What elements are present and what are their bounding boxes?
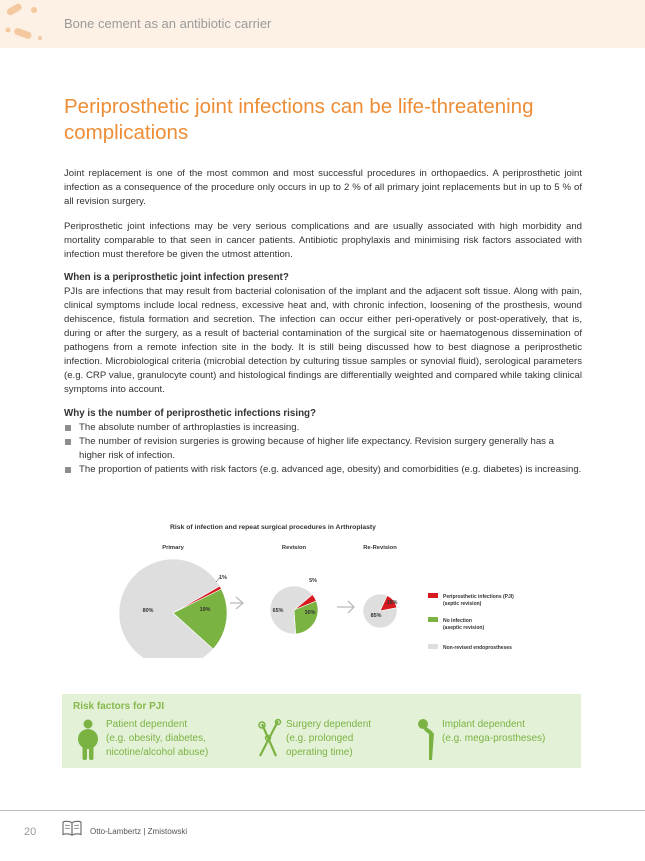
legend-swatch-pji — [428, 593, 438, 598]
legend-swatch-non-revised — [428, 644, 438, 649]
footer-authors: Otto-Lambertz | Zmistowski — [90, 827, 188, 836]
bullet-item: The proportion of patients with risk factors (e.g. advanced age, obesity) and comorbidities (e.g. diabetes) is increasing. — [64, 463, 582, 477]
risk-pie-chart — [110, 518, 540, 658]
pie-label-revision-no-infection: 30% — [304, 610, 316, 616]
risk-text-surgery: Surgery dependent (e.g. prolonged operating time) — [286, 719, 372, 758]
bullet-item: The absolute number of arthroplasties is increasing. — [64, 421, 582, 435]
risk-text-patient: Patient dependent (e.g. obesity, diabetes, nicotine/alcohol abuse) — [106, 719, 209, 758]
pie-label-revision-pji: 5% — [309, 578, 317, 584]
legend-sublabel-pji: (septic revision) — [443, 601, 482, 607]
section-heading-infections-rising: Why is the number of periprosthetic infections rising? — [64, 408, 317, 419]
risk-factors-box — [62, 694, 581, 768]
bullet-square-icon — [65, 425, 71, 431]
arrow-revision-to-re-revision-icon — [337, 601, 354, 613]
pie-label-re-revision-non-revised: 85% — [370, 613, 382, 619]
risk-text-implant: Implant dependent (e.g. mega-prostheses) — [442, 719, 546, 744]
pie-label-primary-pji: 1% — [219, 575, 227, 581]
bullet-square-icon — [65, 467, 71, 473]
surgical-instruments-icon — [256, 718, 282, 760]
pie-label-revision-non-revised: 65% — [272, 608, 284, 614]
book-icon — [62, 820, 82, 836]
running-head: Bone cement as an antibiotic carrier — [64, 16, 272, 31]
legend-label-no-infection: No infection — [443, 618, 472, 624]
section-heading-pji-present: When is a periprosthetic joint infection present? — [64, 272, 289, 283]
pie-title-revision: Revision — [281, 545, 307, 551]
bullet-list — [64, 421, 582, 477]
patient-figure-icon — [76, 718, 100, 762]
footer-rule — [0, 810, 645, 811]
chart-title: Risk of infection and repeat surgical procedures in Arthroplasty — [170, 524, 376, 531]
pie-title-primary: Primary — [162, 545, 184, 551]
pie-label-re-revision-pji: 15% — [386, 600, 398, 606]
section-paragraph-pji-present: PJIs are infections that may result from bacterial colonisation of the implant and the adjacent soft tissue. Along with pain, clinical symptoms include local redness, excessive heat and, with chronic infection, loosening of the prosthesis, wound dehiscence, fistula formation and secretion. The infection can occur either peri-operatively or post-operatively, that is, during or after the surgery, as a result of bacterial contamination of the surgical site or haematogenous dissemination of pathogens from a remote infection site in the body. It is still being discussed how to best diagnose a periprosthetic infection. Microbiological criteria (microbial detection by culturing tissue samples or synovial fluid), serological parameters (e.g. CRP value, granulocyte count) and histological findings are differentially weighted and compared while taking clinical symptoms into account. — [64, 286, 582, 395]
arrow-primary-to-revision-icon — [230, 597, 243, 609]
page-number: 20 — [24, 826, 37, 838]
pie-title-re-revision: Re-Revision — [363, 545, 397, 551]
legend-swatch-no-infection — [428, 617, 438, 622]
legend-label-pji: Periprosthetic infections (PJI) — [443, 594, 514, 600]
pie-label-primary-no-infection: 19% — [199, 607, 211, 613]
legend-sublabel-no-infection: (aseptic revision) — [443, 625, 485, 631]
bacteria-decoration-icon — [0, 0, 50, 48]
bullet-square-icon — [65, 439, 71, 445]
intro-paragraph-2: Periprosthetic joint infections may be very serious complications and are usually associated with high morbidity and mortality comparable to that seen in cancer patients. Antibiotic prophylaxis and minimising risk factors associated with infection must therefore be given the utmost attention. — [64, 221, 582, 260]
pies-group — [119, 559, 398, 658]
intro-paragraph-1: Joint replacement is one of the most common and most successful procedures in orthopaedics. A periprosthetic joint infection as a consequence of the procedure only occurs in up to 2 % of all primary joint replacements but in up to 5 % of all revision surgery. — [64, 168, 582, 207]
pie-label-primary-non-revised: 80% — [142, 608, 154, 614]
bullet-item: The number of revision surgeries is growing because of higher life expectancy. Revision surgery generally has a higher risk of infection. — [64, 435, 582, 463]
legend-label-non-revised: Non-revised endoprostheses — [443, 645, 512, 651]
implant-prosthesis-icon — [416, 718, 438, 762]
chart-legend — [428, 593, 514, 651]
risk-factors-title: Risk factors for PJI — [73, 701, 165, 712]
page-title: Periprosthetic joint infections can be life-threatening complications — [64, 95, 534, 144]
